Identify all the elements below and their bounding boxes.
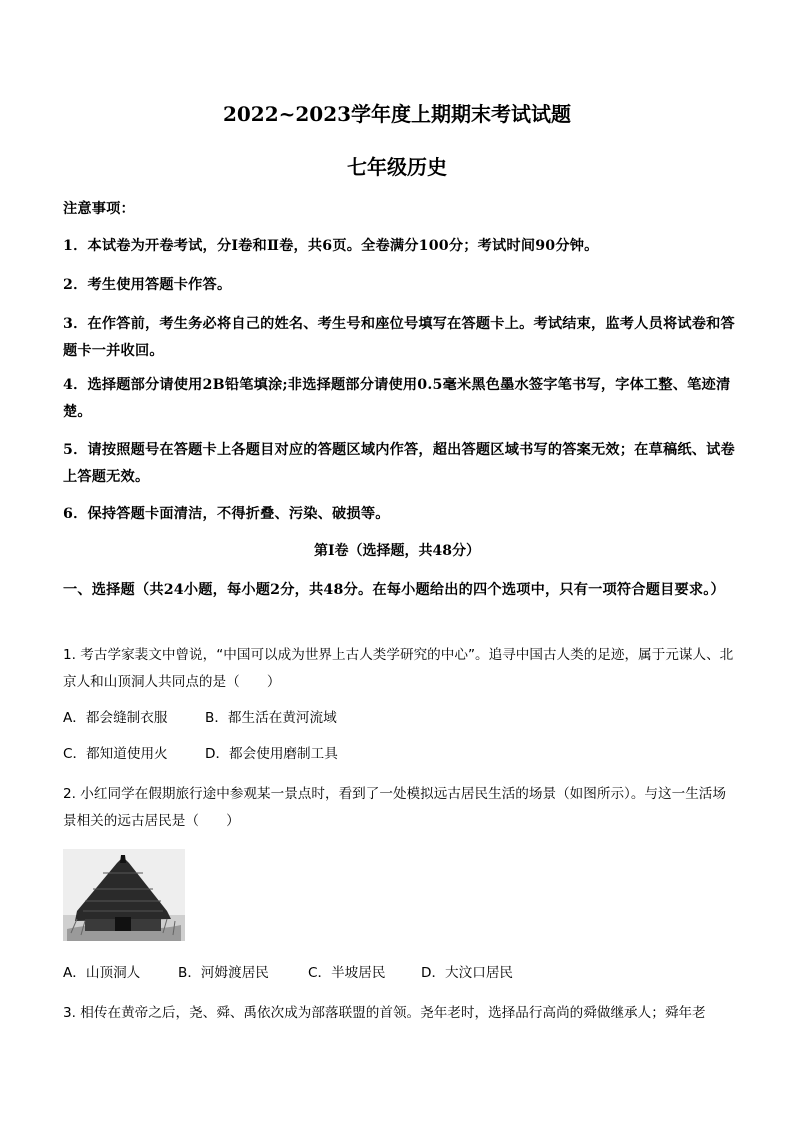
question-3-stem: 3. 相传在黄帝之后，尧、舜、禹依次成为部落联盟的首领。尧年老时，选择品行高尚的舜做继承人；舜年老 xyxy=(63,1005,706,1021)
notice-item-2: 2．考生使用答题卡作答。 xyxy=(63,277,232,293)
question-1-stem: 1. 考古学家裴文中曾说，“中国可以成为世界上古人类学研究的中心”。追寻中国古人类的足迹，属于元谋人、北京人和山顶洞人共同点的是（ ） xyxy=(63,647,734,690)
option-a: A．山顶洞人 xyxy=(63,965,141,981)
exam-title: 2022~2023学年度上期期末考试试题 xyxy=(222,102,572,126)
hut-image xyxy=(63,849,185,941)
notice-item-4: 4．选择题部分请使用2B铅笔填涂;非选择题部分请使用0.5毫米黑色墨水签字笔书写，字体工整、笔迹清楚。 xyxy=(63,377,731,420)
option-b: B．河姆渡居民 xyxy=(178,965,269,981)
option-c: C．都知道使用火 xyxy=(63,746,168,762)
question-2-stem: 2. 小红同学在假期旅行途中参观某一景点时，看到了一处模拟远古居民生活的场景（如图所示）。与这一生活场景相关的远古居民是（ ） xyxy=(63,786,726,829)
option-b: B．都生活在黄河流域 xyxy=(205,710,337,726)
notice-item-3: 3．在作答前，考生务必将自己的姓名、考生号和座位号填写在答题卡上。考试结束，监考人员将试卷和答题卡一并收回。 xyxy=(63,316,735,359)
notice-item-6: 6．保持答题卡面清洁，不得折叠、污染、破损等。 xyxy=(63,506,390,522)
option-a: A．都会缝制衣服 xyxy=(63,710,168,726)
section-title: 第Ⅰ卷（选择题，共48分） xyxy=(313,543,481,559)
exam-subtitle: 七年级历史 xyxy=(347,155,447,179)
question-1-options-row-2 xyxy=(63,744,338,764)
option-d: D．都会使用磨制工具 xyxy=(205,746,338,762)
notice-item-1: 1．本试卷为开卷考试，分Ⅰ卷和Ⅱ卷，共6页。全卷满分100分；考试时间90分钟。 xyxy=(63,238,599,254)
question-1-options-row-1 xyxy=(63,708,337,728)
option-d: D．大汶口居民 xyxy=(421,965,514,981)
question-2-options-row xyxy=(63,963,513,983)
part-heading: 一、选择题（共24小题，每小题2分，共48分。在每小题给出的四个选项中，只有一项符合题目要求。） xyxy=(63,582,725,598)
notice-item-5: 5．请按照题号在答题卡上各题目对应的答题区域内作答，超出答题区域书写的答案无效；在草稿纸、试卷上答题无效。 xyxy=(63,442,735,485)
notice-heading: 注意事项： xyxy=(63,201,135,217)
option-c: C．半坡居民 xyxy=(308,965,386,981)
